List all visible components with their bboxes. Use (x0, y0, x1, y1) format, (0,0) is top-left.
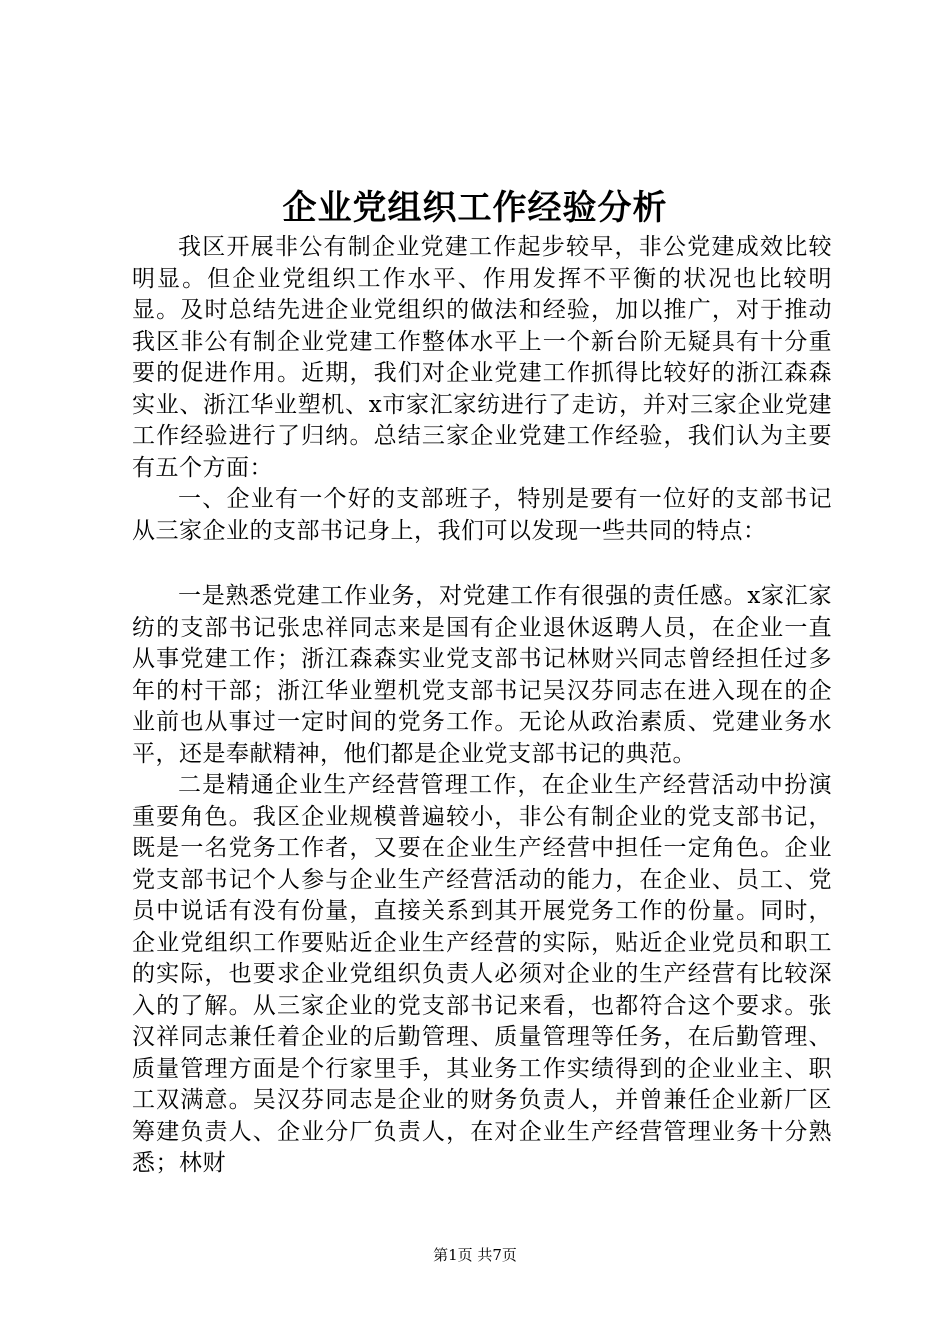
document-title: 企业党组织工作经验分析 (282, 188, 668, 228)
paragraph-section-one: 一、企业有一个好的支部班子，特别是要有一位好的支部书记从三家企业的支部书记身上，我们可以发现一些共同的特点： (132, 486, 832, 544)
paragraph-intro: 我区开展非公有制企业党建工作起步较早，非公党建成效比较明显。但企业党组织工作水平、作用发挥不平衡的状况也比较明显。及时总结先进企业党组织的做法和经验，加以推广，对于推动我区非公有制企业党建工作整体水平上一个新台阶无疑具有十分重要的促进作用。近期，我们对企业党建工作抓得比较好的浙江森森实业、浙江华业塑机、x市家汇家纺进行了走访，并对三家企业党建工作经验进行了归纳。总结三家企业党建工作经验，我们认为主要有五个方面： (132, 234, 832, 481)
document-body (132, 232, 832, 1180)
paragraph-point-two: 二是精通企业生产经营管理工作，在企业生产经营活动中扮演重要角色。我区企业规模普遍较小，非公有制企业的党支部书记，既是一名党务工作者，又要在企业生产经营中担任一定角色。企业党支部书记个人参与企业生产经营活动的能力，在企业、员工、党员中说话有没有份量，直接关系到其开展党务工作的份量。同时，企业党组织工作要贴近企业生产经营的实际，贴近企业党员和职工的实际，也要求企业党组织负责人必须对企业的生产经营有比较深入的了解。从三家企业的党支部书记来看，也都符合这个要求。张汉祥同志兼任着企业的后勤管理、质量管理等任务，在后勤管理、质量管理方面是个行家里手，其业务工作实绩得到的企业业主、职工双满意。吴汉芬同志是企业的财务负责人，并曾兼任企业新厂区筹建负责人、企业分厂负责人，在对企业生产经营管理业务十分熟悉；林财 (132, 772, 832, 1176)
paragraph-spacer (132, 547, 832, 581)
page-footer: 第1页 共7页 (433, 1246, 517, 1264)
paragraph-point-one: 一是熟悉党建工作业务，对党建工作有很强的责任感。x家汇家纺的支部书记张忠祥同志来是国有企业退休返聘人员，在企业一直从事党建工作；浙江森森实业党支部书记林财兴同志曾经担任过多年的村干部；浙江华业塑机党支部书记吴汉芬同志在进入现在的企业前也从事过一定时间的党务工作。无论从政治素质、党建业务水平，还是奉献精神，他们都是企业党支部书记的典范。 (132, 583, 832, 767)
